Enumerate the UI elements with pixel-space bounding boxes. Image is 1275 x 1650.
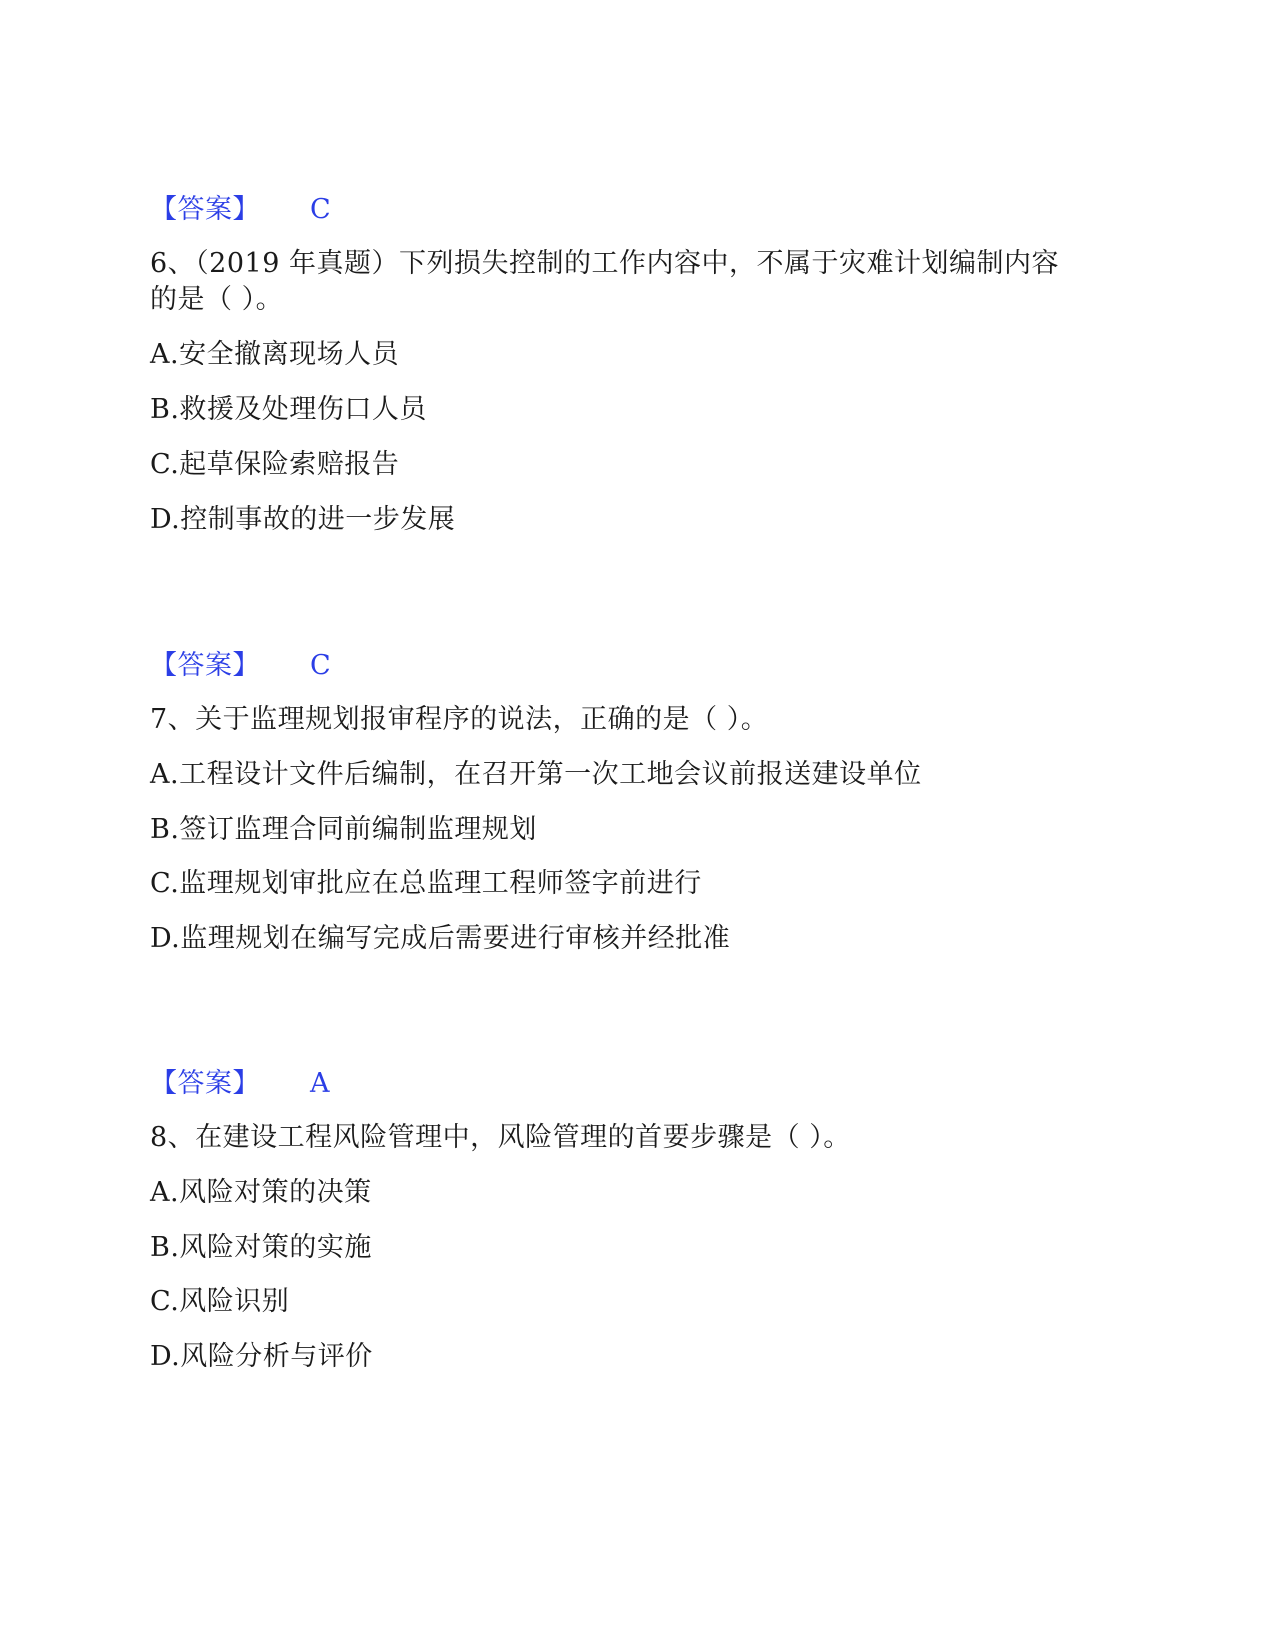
option-b: B.签订监理合同前编制监理规划 (150, 814, 537, 845)
answer-line (150, 1066, 330, 1102)
answer-line (150, 192, 331, 228)
answer-label: 【答案】 (150, 194, 260, 225)
option-a: A.安全撤离现场人员 (150, 339, 400, 370)
option-c: C.起草保险索赔报告 (150, 449, 400, 480)
option-c: C.监理规划审批应在总监理工程师签字前进行 (150, 868, 702, 899)
question-text: 的是（ ）。 (150, 284, 284, 315)
answer-value: C (310, 650, 332, 681)
question-text: 7、关于监理规划报审程序的说法，正确的是（ ）。 (150, 704, 769, 735)
question-text: 8、在建设工程风险管理中，风险管理的首要步骤是（ ）。 (150, 1122, 851, 1153)
question-text: 6、（2019 年真题）下列损失控制的工作内容中，不属于灾难计划编制内容 (150, 248, 1059, 279)
answer-line (150, 648, 331, 684)
option-a: A.风险对策的决策 (150, 1177, 372, 1208)
option-a: A.工程设计文件后编制，在召开第一次工地会议前报送建设单位 (150, 759, 922, 790)
answer-value: C (310, 194, 332, 225)
answer-label: 【答案】 (150, 650, 260, 681)
option-d: D.控制事故的进一步发展 (150, 504, 456, 535)
option-d: D.风险分析与评价 (150, 1341, 373, 1372)
option-d: D.监理规划在编写完成后需要进行审核并经批准 (150, 923, 731, 954)
option-b: B.风险对策的实施 (150, 1232, 372, 1263)
option-b: B.救援及处理伤口人员 (150, 394, 427, 425)
answer-label: 【答案】 (150, 1068, 260, 1099)
answer-value: A (310, 1068, 330, 1099)
option-c: C.风险识别 (150, 1286, 290, 1317)
